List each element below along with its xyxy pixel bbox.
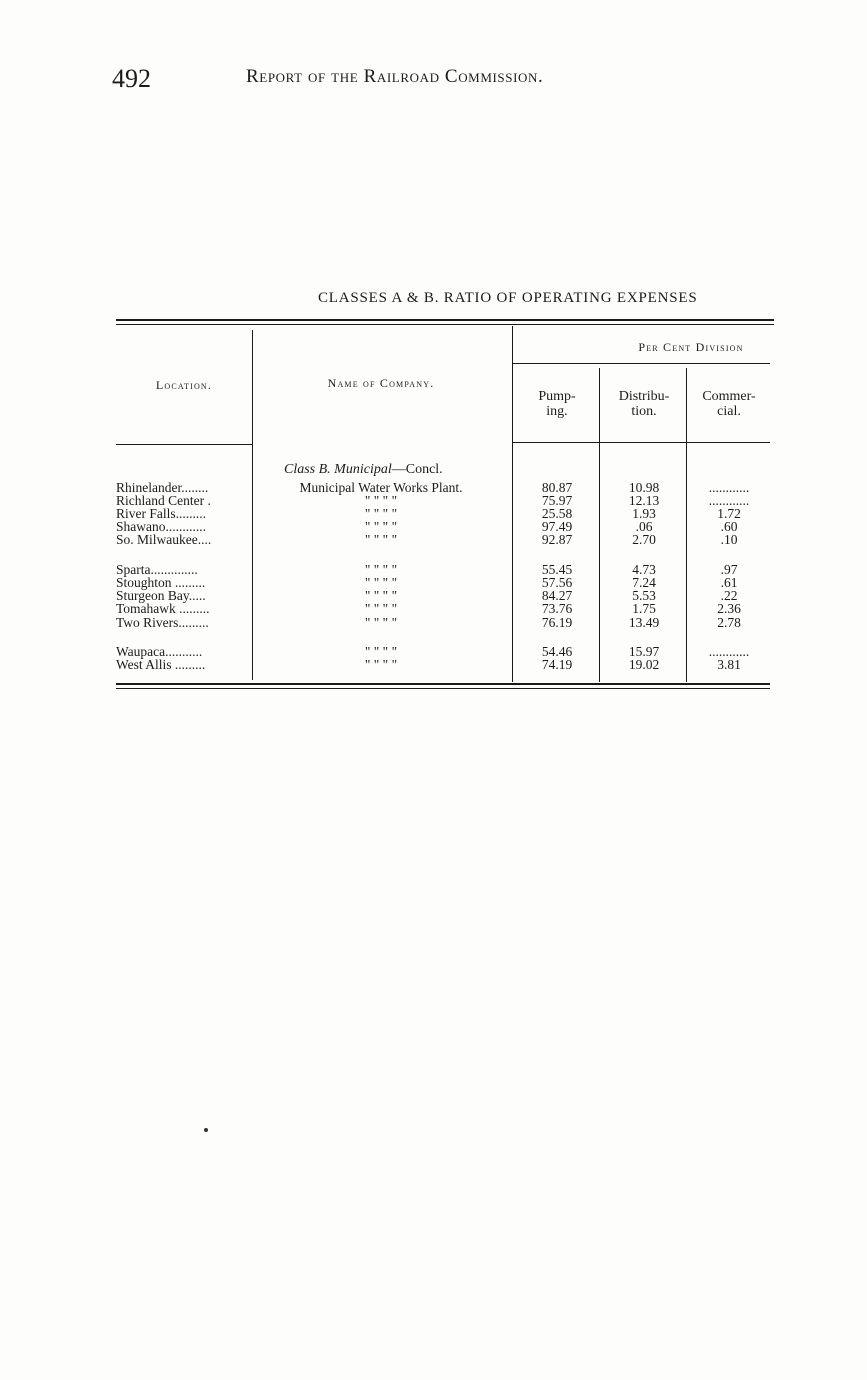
table-row <box>0 602 867 616</box>
cell-location: West Allis ......... <box>116 658 206 672</box>
cell-location: Waupaca........... <box>116 645 203 659</box>
cell-company: " " " " <box>364 575 398 590</box>
cell-commercial: 2.78 <box>717 615 741 630</box>
cell-commercial: ............ <box>708 493 750 508</box>
cell-distribution: 1.93 <box>632 506 656 521</box>
header-distribution: Distribu- tion. <box>618 389 670 419</box>
cell-distribution: 1.75 <box>632 601 656 616</box>
cell-company: " " " " <box>364 519 398 534</box>
cell-location: Two Rivers......... <box>116 616 209 630</box>
cell-distribution: 15.97 <box>628 644 660 659</box>
cell-pumping: 97.49 <box>541 519 573 534</box>
cell-distribution: 5.53 <box>632 588 656 603</box>
cell-pumping: 76.19 <box>541 615 573 630</box>
cell-commercial: ............ <box>708 480 750 495</box>
class-heading <box>284 462 443 478</box>
cell-distribution: .06 <box>635 519 653 534</box>
header-location: Location. <box>155 378 213 392</box>
cell-pumping: 54.46 <box>541 644 573 659</box>
cell-location: Shawano............ <box>116 520 206 534</box>
cell-company: " " " " <box>364 493 398 508</box>
class-heading-rest: —Concl. <box>391 462 443 477</box>
running-head: Report of the Railroad Commission. <box>246 66 544 87</box>
cell-company: " " " " <box>364 601 398 616</box>
class-heading-italic: Class B. Municipal <box>284 462 392 477</box>
cell-pumping: 75.97 <box>541 493 573 508</box>
cell-distribution: 7.24 <box>632 575 656 590</box>
cell-location: Stoughton ......... <box>116 576 206 590</box>
table-row <box>0 616 867 630</box>
cell-location: Rhinelander........ <box>116 481 209 495</box>
cell-distribution: 2.70 <box>632 532 656 547</box>
cell-company: " " " " <box>364 562 398 577</box>
bottom-rule-inner <box>116 688 770 689</box>
per-cent-rule <box>513 363 770 364</box>
cell-location: Sparta.............. <box>116 563 198 577</box>
cell-commercial: 1.72 <box>717 506 741 521</box>
top-rule <box>116 319 774 321</box>
top-rule-inner <box>116 324 774 325</box>
header-per-cent-division: Per Cent Division <box>638 340 744 354</box>
cell-commercial: ............ <box>708 644 750 659</box>
cell-location: Tomahawk ......... <box>116 602 210 616</box>
cell-pumping: 55.45 <box>541 562 573 577</box>
page-number: 492 <box>112 64 151 93</box>
cell-company: " " " " <box>364 532 398 547</box>
cell-distribution: 4.73 <box>632 562 656 577</box>
table-row <box>0 533 867 547</box>
cell-company: Municipal Water Works Plant. <box>299 480 463 495</box>
cell-distribution: 19.02 <box>628 657 660 672</box>
cell-pumping: 92.87 <box>541 532 573 547</box>
cell-distribution: 13.49 <box>628 615 660 630</box>
cell-company: " " " " <box>364 615 398 630</box>
cell-commercial: 2.36 <box>717 601 741 616</box>
cell-commercial: .97 <box>720 562 738 577</box>
cell-commercial: 3.81 <box>717 657 741 672</box>
cell-commercial: .22 <box>720 588 738 603</box>
cell-pumping: 84.27 <box>541 588 573 603</box>
table-title: CLASSES A & B. RATIO OF OPERATING EXPENSES <box>318 290 698 306</box>
cell-pumping: 74.19 <box>541 657 573 672</box>
cell-pumping: 80.87 <box>541 480 573 495</box>
cell-commercial: .60 <box>720 519 738 534</box>
cell-distribution: 10.98 <box>628 480 660 495</box>
header-bottom-rule-left <box>116 444 252 445</box>
header-bottom-rule-right <box>513 442 770 443</box>
header-company: Name of Company. <box>327 376 435 390</box>
ink-speck <box>204 1128 208 1132</box>
cell-location: Richland Center . <box>116 494 211 508</box>
cell-location: Sturgeon Bay..... <box>116 589 206 603</box>
cell-distribution: 12.13 <box>628 493 660 508</box>
cell-location: River Falls......... <box>116 507 206 521</box>
header-pumping: Pump- ing. <box>538 389 576 419</box>
cell-pumping: 73.76 <box>541 601 573 616</box>
cell-commercial: .61 <box>720 575 738 590</box>
cell-company: " " " " <box>364 644 398 659</box>
bottom-rule <box>116 683 770 685</box>
cell-pumping: 57.56 <box>541 575 573 590</box>
cell-location: So. Milwaukee.... <box>116 533 212 547</box>
cell-pumping: 25.58 <box>541 506 573 521</box>
table-row <box>0 658 867 672</box>
cell-company: " " " " <box>364 506 398 521</box>
cell-company: " " " " <box>364 588 398 603</box>
cell-company: " " " " <box>364 657 398 672</box>
header-commercial: Commer- cial. <box>702 389 756 419</box>
cell-commercial: .10 <box>720 532 738 547</box>
